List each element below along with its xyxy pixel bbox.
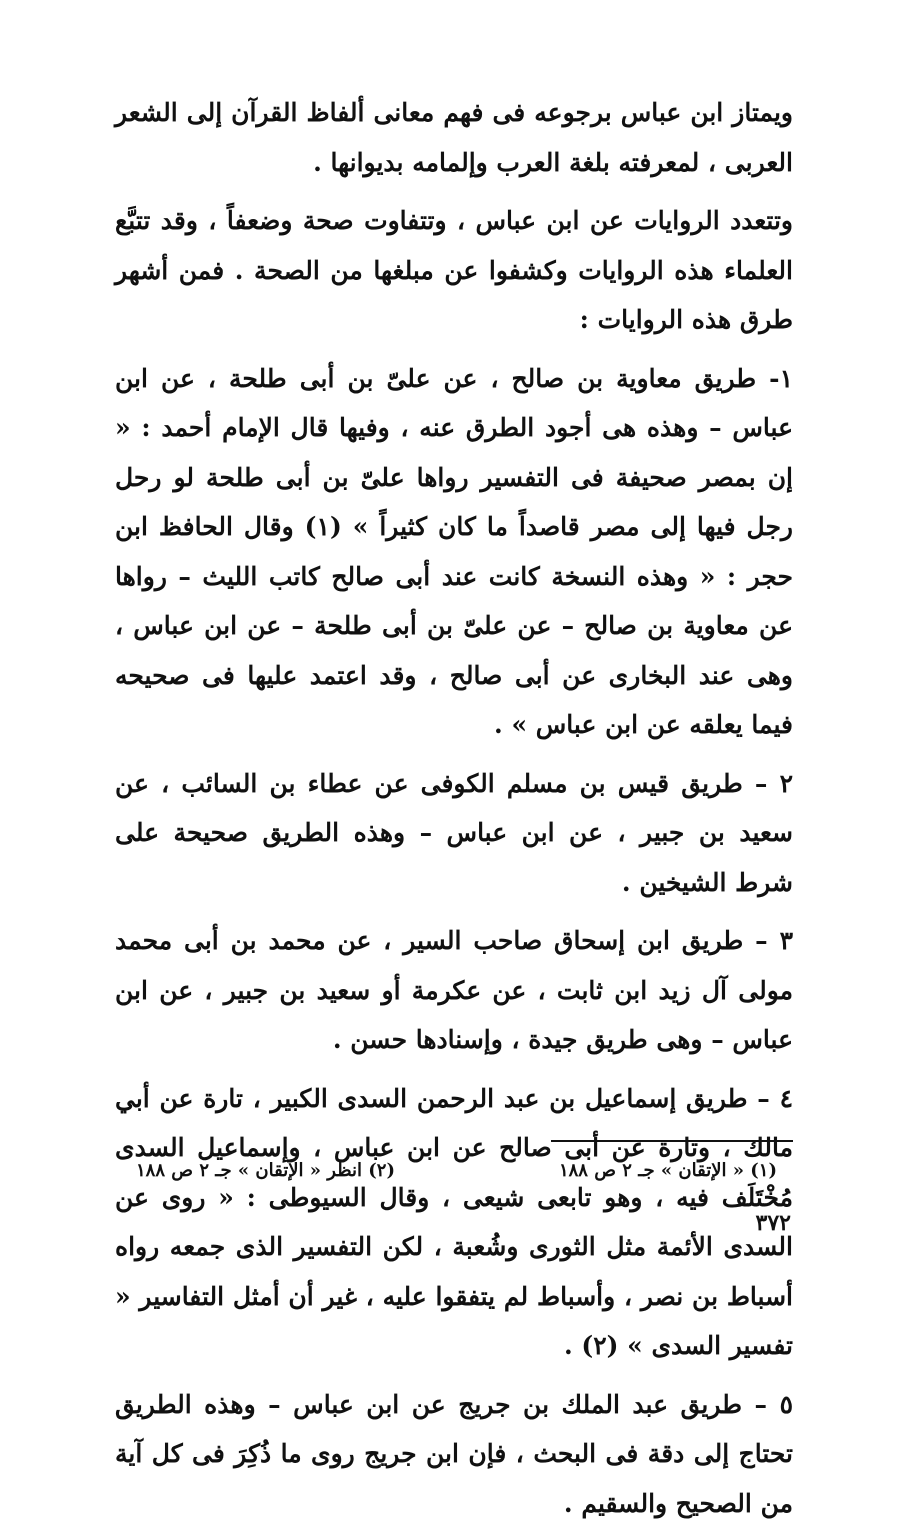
footnote-1: (١) « الإتقان » جـ ٢ ص ١٨٨ [558,1160,777,1181]
footnotes [113,1160,793,1192]
footnote-2: (٢) انظر « الإتقان » جـ ٢ ص ١٨٨ [136,1160,395,1181]
paragraph-route-3: ٣ – طريق ابن إسحاق صاحب السير ، عن محمد بن أبى محمد مولى آل زيد ابن ثابت ، عن عكرمة أو سعيد بن جبير ، عن ابن عباس – وهى طريق جيدة ، وإسنادها حسن . [115,926,794,1054]
paragraph-narrations-intro: وتتعدد الروايات عن ابن عباس ، وتتفاوت صحة وضعفاً ، وقد تتبَّع العلماء هذه الروايات وكشفوا عن مبلغها من الصحة . فمن أشهر طرق هذه الروايات : [115,206,793,334]
paragraph-route-1: ١- طريق معاوية بن صالح ، عن علىّ بن أبى طلحة ، عن ابن عباس – وهذه هى أجود الطرق عنه ، وفيها قال الإمام أحمد : « إن بمصر صحيفة فى التفسير رواها علىّ بن أبى طلحة لو رحل رجل فيها إلى مصر قاصداً ما كان كثيراً » (١) وقال الحافظ ابن حجر : « وهذه النسخة كانت عند أبى صالح كاتب الليث – رواها عن معاوية بن صالح – عن علىّ بن أبى طلحة – عن ابن عباس ، وهى عند البخارى عن أبى صالح ، وقد اعتمد عليها فى صحيحه فيما يعلقه عن ابن عباس » . [115,363,793,739]
paragraph-route-2: ٢ – طريق قيس بن مسلم الكوفى عن عطاء بن السائب ، عن سعيد بن جبير ، عن ابن عباس – وهذه الطريق صحيحة على شرط الشيخين . [115,768,793,897]
paragraph-route-4: ٤ – طريق إسماعيل بن عبد الرحمن السدى الكبير ، تارة عن أبي مالك ، وتارة عن أبى صالح عن ابن عباس ، وإسماعيل السدى مُخْتَلَف فيه ، وهو تابعى شيعى ، وقال السيوطى : « روى عن السدى الأئمة مثل الثورى وشُعبة ، لكن التفسير الذى جمعه رواه أسباط بن نصر ، وأسباط لم يتفقوا عليه ، غير أن أمثل التفاسير « تفسير السدى » (٢) . [115,1083,793,1360]
page-body [115,88,793,1537]
paragraph-route-5: ٥ – طريق عبد الملك بن جريج عن ابن عباس – وهذه الطريق تحتاج إلى دقة فى البحث ، فإن ابن جريج روى ما ذُكِرَ فى كل آية من الصحيح والسقيم . [115,1389,793,1518]
paragraph-ibn-abbas-poetry: ويمتاز ابن عباس برجوعه فى فهم معانى ألفاظ القرآن إلى الشعر العربى ، لمعرفته بلغة العرب وإلمامه بديوانها . [115,98,793,177]
page-number: ٣٧٢ [755,1210,791,1236]
footnote-separator [551,1140,793,1142]
